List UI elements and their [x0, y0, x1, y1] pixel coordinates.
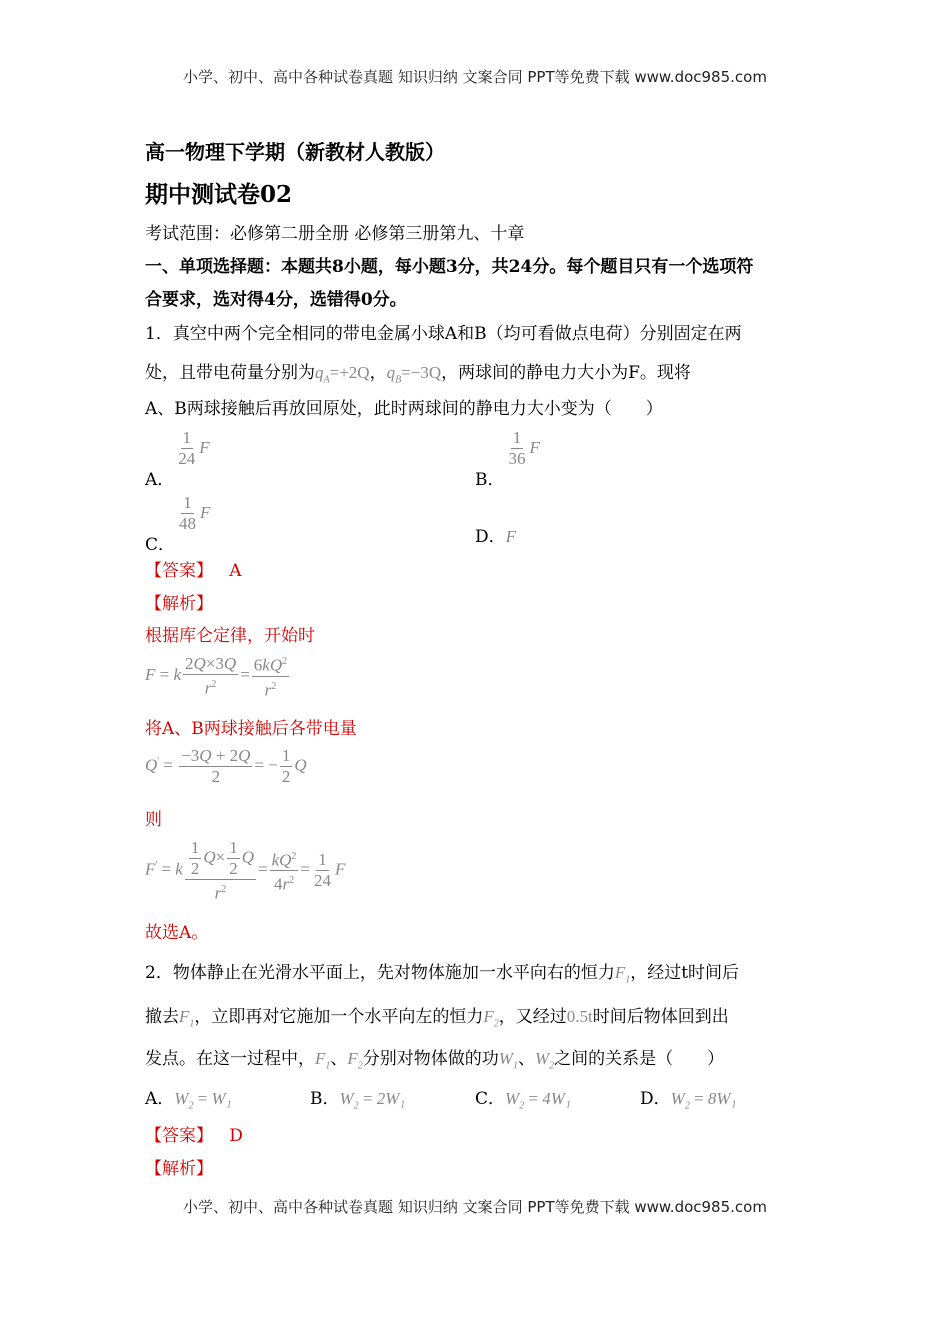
page-header: 小学、初中、高中各种试卷真题 知识归纳 文案合同 PPT等免费下载 www.doc985.com [183, 68, 767, 86]
q1-equation-3: F' = k $\frac{1}{2}$ Q× $\frac{1}{2}$ Q $r^2$ = $\frac{kQ^2}{4r^2}$ = $\frac{1}{24}$ F [145, 838, 346, 903]
q2-option-d[interactable]: D．$W_2 = 8W_1$ [640, 1089, 737, 1112]
section1-heading-line1: 一、单项选择题：本题共8小题，每小题3分，共24分。每个题目只有一个选项符 [145, 257, 754, 277]
q1-qb-symbol: $q_B$ [386, 363, 402, 386]
title-line2: 期中测试卷02 [145, 181, 293, 208]
q1-stem-line1: 1．真空中两个完全相同的带电金属小球A和B（均可看做点电荷）分别固定在两 [145, 324, 742, 344]
q1-stem-line3: A、B两球接触后再放回原处，此时两球间的静电力大小变为（ ） [145, 399, 663, 419]
q2-answer: 【答案】 D [145, 1126, 243, 1146]
section1-heading-line2: 合要求，选对得4分，选错得0分。 [145, 290, 407, 310]
q1-analysis-line4: 故选A。 [145, 923, 209, 943]
q1-option-a[interactable]: A． $\frac{1}{24}$ F [145, 428, 210, 490]
exam-scope: 考试范围：必修第二册全册 必修第三册第九、十章 [145, 224, 525, 244]
q1-option-c[interactable]: C． $\frac{1}{48}$ F [145, 493, 211, 555]
q1-equation-1: F = k $\frac{2Q\times 3Q}{r^2}$ = $\frac{6kQ^2}{r^2}$ [145, 653, 288, 700]
q1-analysis-line3: 则 [145, 810, 162, 830]
q1-answer: 【答案】 A [145, 561, 242, 581]
q2-option-b[interactable]: B．$W_2 = 2W_1$ [310, 1089, 406, 1112]
title-line1: 高一物理下学期（新教材人教版） [145, 140, 445, 164]
q1-analysis-line2: 将A、B两球接触后各带电量 [145, 719, 357, 739]
q2-analysis-label: 【解析】 [145, 1159, 213, 1179]
q1-option-b[interactable]: B． $\frac{1}{36}$ F [475, 428, 540, 490]
q1-qb-value: =−3Q [401, 363, 442, 382]
q1-analysis-label: 【解析】 [145, 594, 213, 614]
q2-stem-line1: 2．物体静止在光滑水平面上，先对物体施加一水平向右的恒力$F_1$，经过t时间后 [145, 963, 740, 986]
q2-option-a[interactable]: A．$W_2 = W_1$ [145, 1089, 232, 1112]
page-footer: 小学、初中、高中各种试卷真题 知识归纳 文案合同 PPT等免费下载 www.doc985.com [183, 1198, 767, 1216]
q1-analysis-line1: 根据库仑定律，开始时 [145, 626, 315, 646]
q2-stem-line2: 撤去$F_1$，立即再对它施加一个水平向左的恒力$F_2$，又经过0.5t时间后物体回到出 [145, 1007, 729, 1030]
q1-stem-line2: 处，且带电荷量分别为$q_A=+2Q$，$q_B=-3Q$，两球间的静电力大小为F。现将 [145, 363, 691, 386]
q2-option-c[interactable]: C．$W_2 = 4W_1$ [475, 1089, 571, 1112]
q1-equation-2: Q' = $\frac{-3Q + 2Q}{2}$ = − $\frac{1}{2}$ Q [145, 746, 307, 786]
q1-qa-value: =+2Q [329, 363, 370, 382]
q1-qa-symbol: $q_A$ [315, 363, 330, 386]
q2-stem-line3: 发点。在这一过程中，$F_1$、$F_2$分别对物体做的功$W_1$、$W_2$之间的关系是（ ） [145, 1049, 725, 1072]
q1-option-d[interactable]: D．F [475, 527, 517, 547]
